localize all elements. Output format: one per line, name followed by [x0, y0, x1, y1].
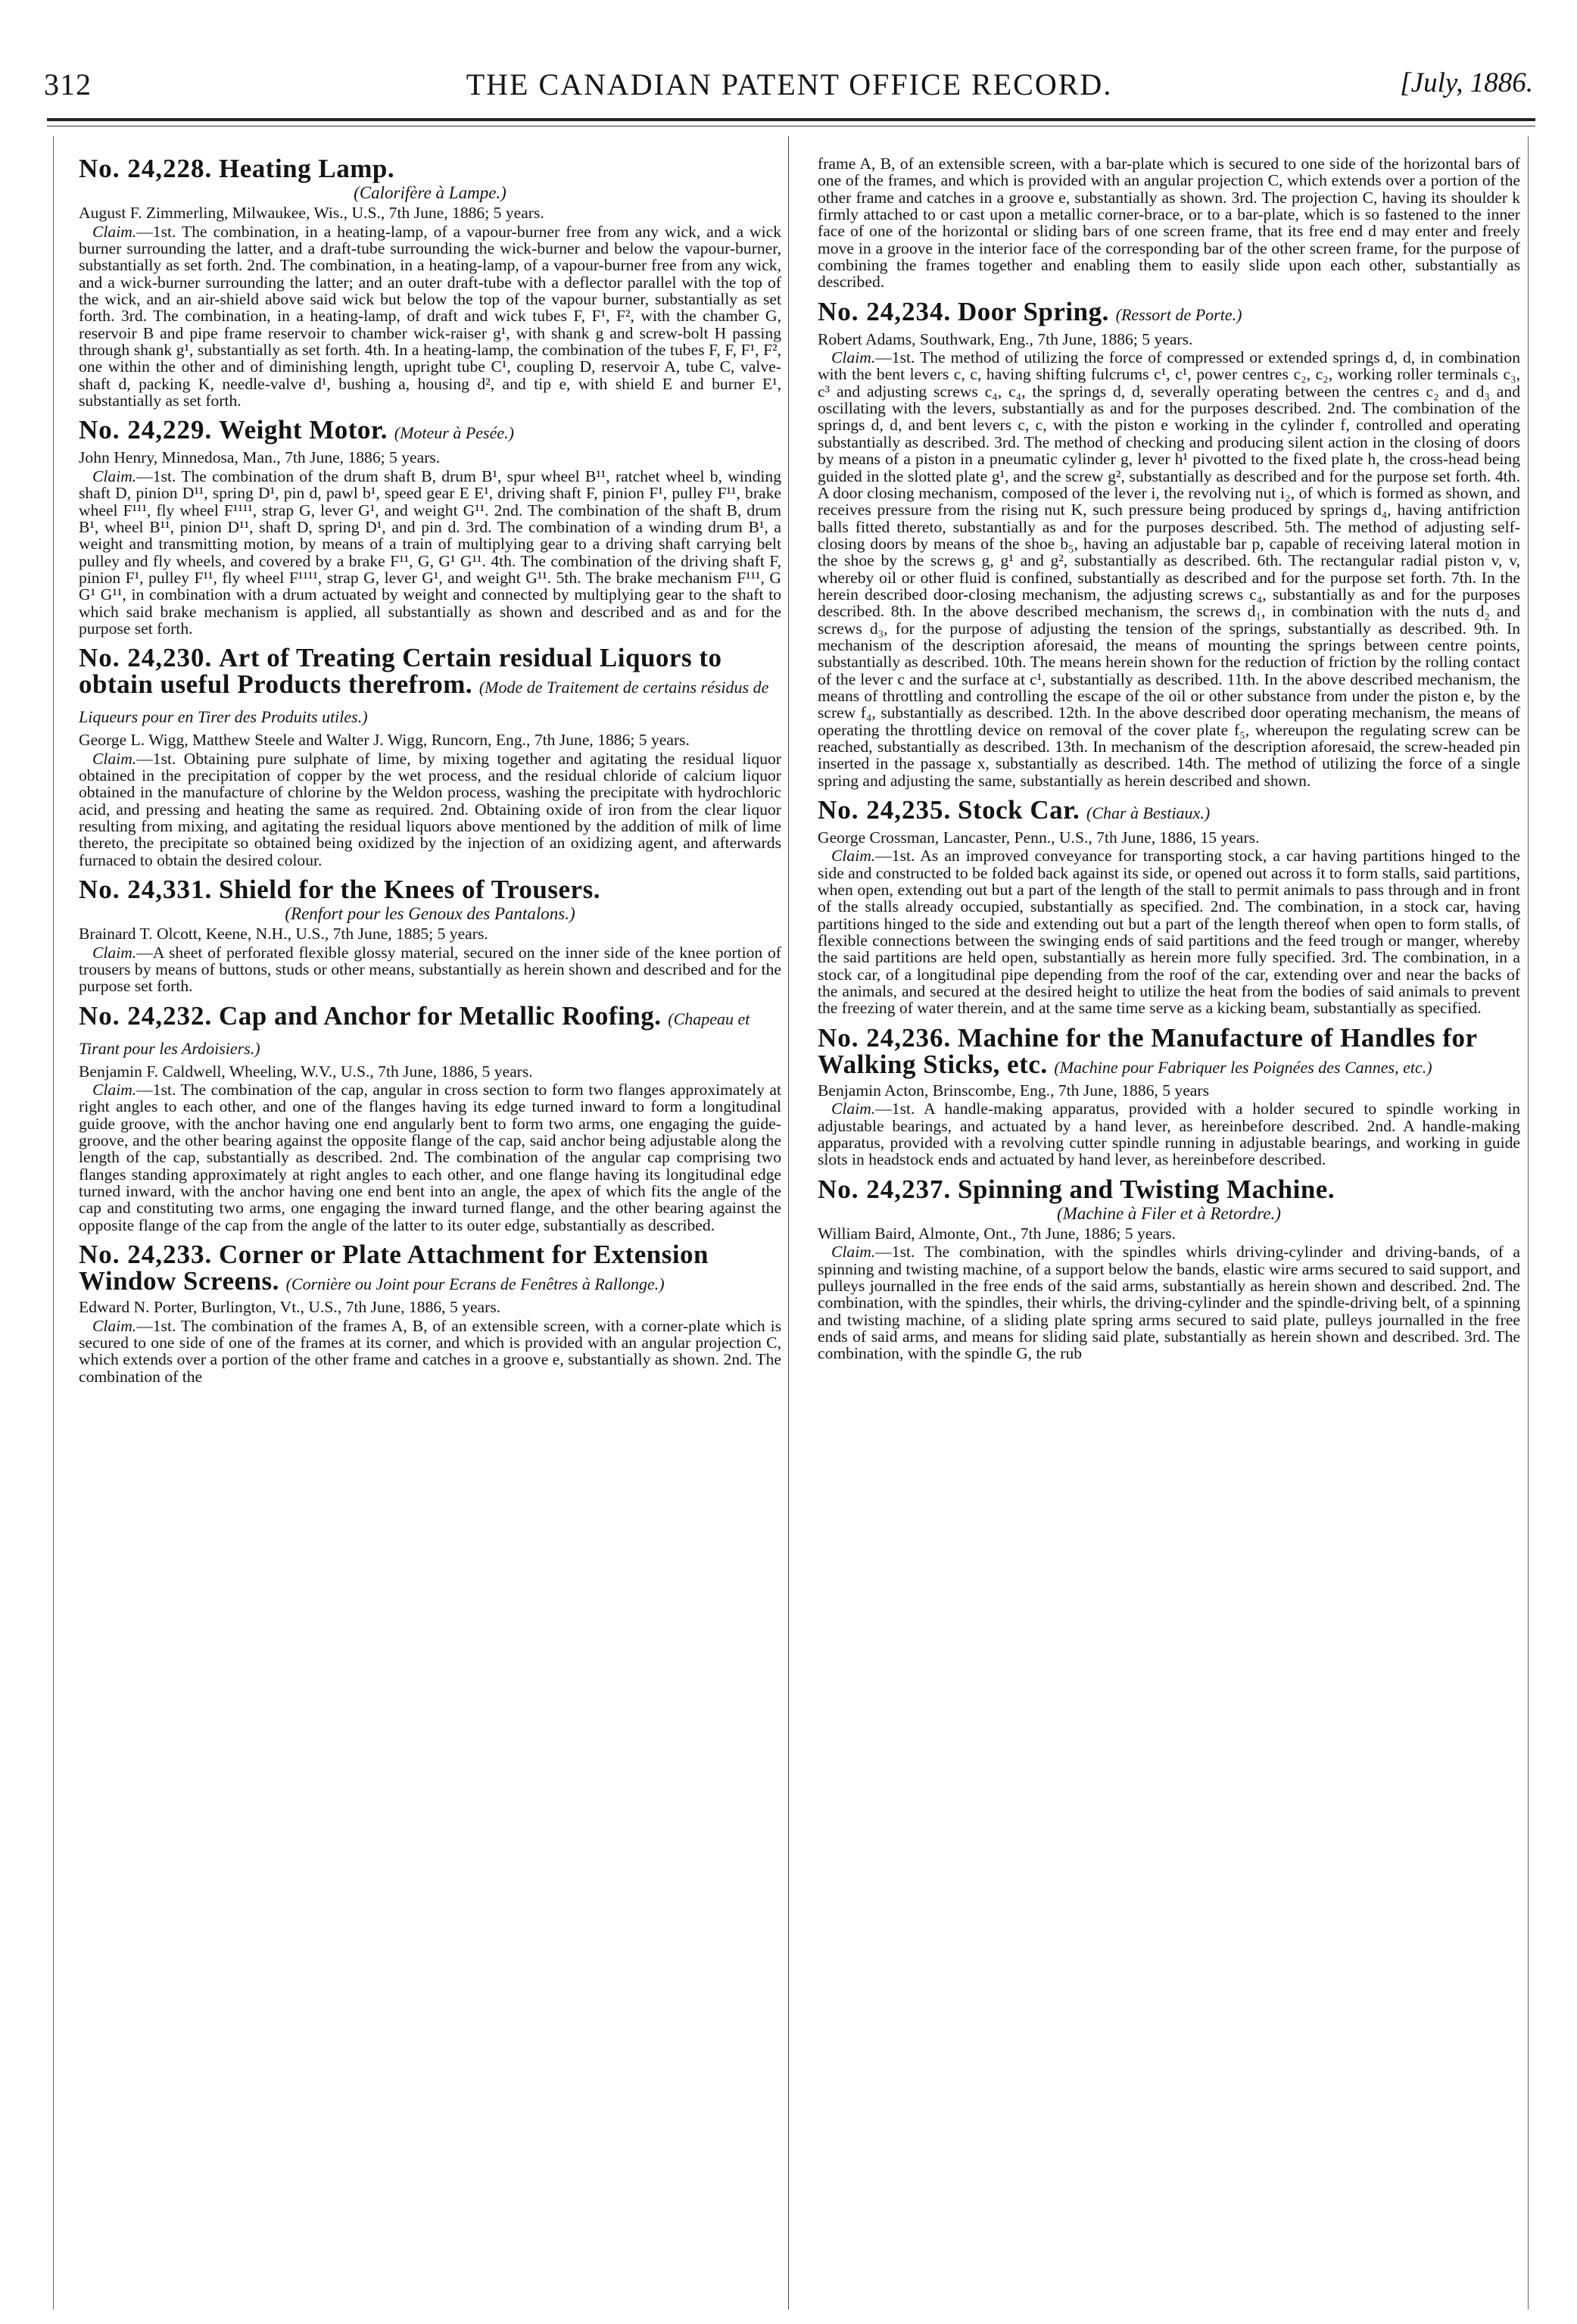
header-rule	[47, 118, 1535, 121]
patent-french-title: (Moteur à Pesée.)	[394, 423, 514, 443]
patent-heading	[818, 1176, 1520, 1203]
patent-claim	[79, 944, 781, 995]
patent-number: No. 24,331.	[79, 875, 213, 904]
patent-inventor: Robert Adams, Southwark, Eng., 7th June, 1886; 5 years.	[818, 329, 1193, 348]
patent-claim	[818, 847, 1520, 1016]
patent-number: No. 24,235.	[818, 795, 952, 825]
patent-heading	[818, 298, 1520, 328]
claim-text: —1st. Obtaining pure sulphate of lime, by mixing together and agitating the residual liquor obtained in the precipitation of copper by the wet process, and the residual chloride of calcium liquor obtained in the manufacture of chlorine by the Weldon process, washing the precipitate with hydrochloric acid, and pressing and heating the same as required. 2nd. Obtaining oxide of iron from the clear liquor resulting from mixing, and agitating the residual liquors above mentioned by the addition of milk of lime thereto, the precipitate so obtained being oxidized by the injection of an oxidizing agent, and afterwards furnaced to obtain the desired colour.	[79, 749, 781, 869]
patent-inventor: John Henry, Minnedosa, Man., 7th June, 1886; 5 years.	[79, 448, 441, 467]
patent-inventor: Benjamin F. Caldwell, Wheeling, W.V., U.S., 7th June, 1886, 5 years.	[79, 1062, 533, 1081]
page-header	[38, 67, 1541, 112]
patent-french-title: (Char à Bestiaux.)	[1086, 803, 1211, 823]
right-column	[818, 155, 1520, 2294]
patent-entry	[818, 298, 1520, 789]
patent-number: No. 24,229.	[79, 415, 213, 445]
patent-number: No. 24,232.	[79, 1000, 213, 1031]
claim-label: Claim.	[92, 1081, 137, 1100]
patent-number: No. 24,233.	[79, 1240, 213, 1270]
patent-claim	[818, 349, 1520, 789]
column-divider	[788, 136, 789, 2310]
patent-entry	[818, 1176, 1520, 1362]
patent-french-title: (Chapeau et Tirant pour les Ardoisiers.)	[79, 1009, 750, 1058]
patent-heading	[79, 155, 781, 182]
patent-french-title: (Machine à Filer et à Retordre.)	[1057, 1203, 1281, 1223]
patent-entry	[79, 155, 781, 409]
patent-title: Art of Treating Certain residual Liquors to obtain useful Products therefrom.	[79, 643, 722, 700]
patent-claim	[79, 1081, 781, 1234]
patent-inventor: George L. Wigg, Matthew Steele and Walter J. Wigg, Runcorn, Eng., 7th June, 1886; 5 years.	[79, 731, 690, 750]
patent-claim	[79, 468, 781, 637]
claim-label: Claim.	[92, 1316, 137, 1335]
patent-number: No. 24,236.	[818, 1022, 952, 1053]
claim-label: Claim.	[92, 749, 137, 768]
claim-label: Claim.	[831, 847, 876, 866]
claim-text: —1st. The combination, in a heating-lamp, of a vapour-burner free from any wick, and a wick burner surrounding the latter, and a draft-tube surrounding the wick-burner and below the vapour-burner, substantially as set forth. 2nd. The combination, in a heating-lamp, of a vapour-burner free from any wick, and a wick-burner surrounding the latter; and an outer draft-tube with a deflector parallel with the top of the wick, and an air-shield above said wick but below the top of the vapour burner, substantially as set forth. 3rd. The combination, in a heating-lamp, of draft and wick tubes F, F¹, F², with the chamber G, reservoir B and pipe frame reservoir to chamber wick-raiser g¹, with shank g and screw-bolt H passing through shank g¹, substantially as set forth. 4th. In a heating-lamp, the combination of the tubes F, F, F¹, F², one within the other and of diminishing length, upright tube C¹, coupling D, reservoir A, tube C, valve-shaft d, packing K, needle-valve d¹, bushing a, housing d², and tip e, with shield E and burner E¹, substantially as set forth.	[79, 222, 781, 410]
patent-french-title: (Mode de Traitement de certains résidus de Liqueurs pour en Tirer des Produits utiles.)	[79, 678, 769, 727]
claim-text: —1st. The method of utilizing the force of compressed or extended springs d, d, in combination with the bent levers c, c, having shifting fulcrums c¹, c¹, power centres c₂, c₂, working roller terminals c₃, c³ and adjusting screws c₄, c₄, the springs d, d, severally operating between the centres c₂ and d₃ and oscillating with the levers, substantially as and for the purposes described. 2nd. The combination of the springs d, d, and bent levers c, c, with the piston e working in the cylinder f, controlled and operating substantially as described. 3rd. The method of checking and producing silent action in the closing of doors by means of a piston in a pneumatic cylinder g, lever h¹ pivotted to the fixed plate h, the cross-head being guided in the slotted plate g¹, and the screw g², substantially as described and for the purpose set forth. 4th. A door closing mechanism, composed of the lever i, the revolving nut i₂, of which is formed as shown, and receives pressure from the rising nut K, such pressure being produced by springs d₄, having antifriction balls fitted thereto, substantially as and for the purposes described. 5th. The method of adjusting self-closing doors by means of the shoe b₅, having an adjustable bar p, capable of receiving lateral motion in the shoe by the screws g, g¹ and g², substantially as described. 6th. The rectangular radial piston v, v, whereby oil or other fluid is confined, substantially as described and for the purpose set forth. 7th. In the herein described door-closing mechanism, the adjusting screws c₄, substantially as and for the purposes described. 8th. In the above described mechanism, the screws d₁, in combination with the nuts d₂ and screws d₃, for the purpose of adjusting the tension of the springs, substantially as described. 9th. In mechanism of the description aforesaid, the means of mounting the springs between centre points, substantially as described. 10th. The means herein shown for the reduction of friction by the rolling contact of the lever c and the surface at c¹, substantially as described. 11th. In the above described mechanism, the means of throttling and controlling the escape of the oil or other substance from under the piston e, by the screw f₄, substantially as described. 12th. In the above described door operating mechanism, the means of operating the throttling device on removal of the cover plate f₅, whereupon the regulating screw can be reached, substantially as described. 13th. In mechanism of the description aforesaid, the screw-headed pin inserted in the passage x, substantially as described. 14th. The method of utilizing the force of a single spring and adjusting the same, substantially as herein described and shown.	[818, 348, 1520, 790]
right-border-rule	[1528, 136, 1529, 2310]
continued-claim-text: frame A, B, of an extensible screen, with a bar-plate which is secured to one side of the horizontal bars of one of the frames, and which is provided with an angular projection C, which extends over a portion of the other frame and catches in a groove e, substantially as shown. 3rd. The projection C, having its shoulder k firmly attached to or cast upon a metallic corner-brace, or to a bar-plate, which is so fastened to the inner face of one of the horizontal or sliding bars of one screen frame, that its free end d may enter and freely move in a groove in the interior face of the corresponding bar of the other screen frame, for the purpose of combining the frames together and enabling them to easily slide upon each other, substantially as described.	[818, 154, 1520, 292]
claim-text: —1st. The combination of the frames A, B, of an extensible screen, with a corner-plate which is secured to one side of one of the frames at its corner, and which is provided with an angular projection C, which extends over a portion of the other frame and catches in a groove e, substantially as shown. 2nd. The combination of the	[79, 1316, 781, 1386]
claim-text: —1st. As an improved conveyance for transporting stock, a car having partitions hinged to the side and constructed to be folded back against its side, or opened out across it to form stalls, said partitions, when open, extending out but a part of the length of the stall to permit animals to pass through and in front of the stalls already occupied, substantially as specified. 2nd. The combination, in a stock car, having partitions hinged to the side and extending out but a part of the length thereof when open to form stalls, of flexible connections between the swinging ends of said partitions and the feed trough or manger, whereby the said partitions are held open, substantially as herein more fully specified. 3rd. The combination, in a stock car, of a longitudinal pipe depending from the roof of the car, extending over and near the backs of the animals, and secured at the desired height to utilize the heat from the bodies of said animals to prevent the freezing of water therein, and at the same time serve as a kicking beam, substantially as specified.	[818, 847, 1520, 1018]
left-column	[79, 155, 781, 2294]
patent-title: Spinning and Twisting Machine.	[958, 1174, 1335, 1204]
claim-text: —A sheet of perforated flexible glossy material, secured on the inner side of the knee portion of trousers by means of buttons, studs or other means, substantially as herein shown and described and for the purpose set forth.	[79, 943, 781, 996]
patent-inventor: Benjamin Acton, Brinscombe, Eng., 7th June, 1886, 5 years	[818, 1081, 1209, 1100]
patent-entry	[79, 876, 781, 995]
patent-claim	[79, 223, 781, 410]
patent-heading	[818, 797, 1520, 826]
patent-inventor: Edward N. Porter, Burlington, Vt., U.S., 7th June, 1886, 5 years.	[79, 1298, 501, 1317]
patent-heading	[818, 1022, 1520, 1081]
patent-number: No. 24,237.	[818, 1174, 952, 1204]
patent-number: No. 24,234.	[818, 296, 952, 326]
patent-entry	[818, 1022, 1520, 1169]
claim-label: Claim.	[92, 222, 137, 241]
page-number: 312	[44, 67, 92, 101]
patent-entry	[79, 644, 781, 869]
patent-inventor: George Crossman, Lancaster, Penn., U.S., 7th June, 1886, 15 years.	[818, 828, 1260, 847]
claim-label: Claim.	[831, 1243, 876, 1262]
patent-entry	[79, 1000, 781, 1234]
patent-title: Weight Motor.	[219, 415, 388, 445]
claim-label: Claim.	[831, 348, 876, 367]
patent-entry	[79, 1241, 781, 1385]
patent-title: Stock Car.	[958, 795, 1080, 825]
claim-text: —1st. A handle-making apparatus, provided with a holder secured to spindle working in adjustable bearings, and actuated by a hand lever, as hereinbefore described. 2nd. A handle-making apparatus, provided with a revolving cutter spindle running in adjustable bearings, and working in guide slots in headstock ends and actuated by hand lever, as hereinbefore described.	[818, 1100, 1520, 1169]
patent-claim	[818, 1100, 1520, 1168]
patent-title: Machine for the Manufacture of Handles for Walking Sticks, etc.	[818, 1022, 1477, 1079]
patent-french-title: (Ressort de Porte.)	[1115, 304, 1242, 324]
publication-title: THE CANADIAN PATENT OFFICE RECORD.	[466, 67, 1113, 101]
patent-title: Cap and Anchor for Metallic Roofing.	[219, 1000, 662, 1031]
patent-french-title: (Renfort pour les Genoux des Pantalons.)	[285, 904, 575, 923]
claim-label: Claim.	[92, 943, 137, 962]
patent-heading	[79, 1241, 781, 1297]
patent-title: Shield for the Knees of Trousers.	[219, 875, 600, 904]
patent-heading	[79, 1000, 781, 1062]
claim-text: —1st. The combination of the cap, angular in cross section to form two flanges approximately at right angles to each other, and one of the flanges having its edge turned inward to form a longitudinal guide groove, with the anchor having one end angularly bent to form two arms, one engaging the guide-groove, and the other bearing against the opposite flange of the cap, said anchor being adjustable along the length of the cap, substantially as described. 2nd. The combination of the angular cap comprising two flanges standing approximately at right angles to each other, and one flange having its longitudinal edge turned inward, with the anchor having one end bent into an angle, the apex of which fits the angle of the cap and constituting two arms, one engaging the inward turned flange, and the other bearing against the opposite flange of the cap from the angle of the latter to its outer edge, substantially as described.	[79, 1081, 781, 1234]
left-border-rule	[53, 136, 54, 2310]
patent-title: Corner or Plate Attachment for Extension Window Screens.	[79, 1240, 709, 1296]
patent-heading	[79, 644, 781, 730]
patent-number: No. 24,228.	[79, 154, 213, 183]
patent-french-title: (Calorifère à Lampe.)	[354, 183, 506, 202]
claim-text: —1st. The combination, with the spindles whirls driving-cylinder and driving-bands, of a spinning and twisting machine, of a support below the bands, elastic wire arms secured to said support, and pulleys journalled in the free ends of the said arms, substantially as herein shown and described. 2nd. The combination, with the spindles, their whirls, the driving-cylinder and the spindle-driving belt, of a spinning and twisting machine, of a sliding plate spring arms secured to said plate, pulleys journalled in the free ends of said arms, and means for sliding said plate, substantially as herein shown and described. 3rd. The combination, with the spindle G, the rub	[818, 1243, 1520, 1363]
patent-heading	[79, 876, 781, 903]
patent-title: Heating Lamp.	[219, 154, 395, 183]
patent-inventor: August F. Zimmerling, Milwaukee, Wis., U.S., 7th June, 1886; 5 years.	[79, 204, 544, 223]
patent-french-title: (Machine pour Fabriquer les Poignées des Cannes, etc.)	[1054, 1057, 1432, 1077]
patent-claim	[79, 1318, 781, 1385]
patent-entry	[79, 416, 781, 637]
patent-claim	[79, 750, 781, 869]
issue-date: [July, 1886.	[1400, 67, 1533, 98]
claim-label: Claim.	[831, 1100, 876, 1118]
patent-inventor: Brainard T. Olcott, Keene, N.H., U.S., 7th June, 1885; 5 years.	[79, 925, 488, 944]
patent-number: No. 24,230.	[79, 643, 213, 673]
patent-title: Door Spring.	[958, 296, 1109, 326]
patent-entry	[818, 797, 1520, 1017]
patent-claim	[818, 1243, 1520, 1362]
claim-label: Claim.	[92, 466, 137, 485]
patent-french-title: (Cornière ou Joint pour Ecrans de Fenêtres à Rallonge.)	[285, 1274, 665, 1294]
claim-text: —1st. The combination of the drum shaft B, drum B¹, spur wheel B¹¹, ratchet wheel b, winding shaft D, pinion D¹¹, spring D¹, pin d, pawl b¹, speed gear E E¹, driving shaft F, pinion F¹, pulley F¹¹, brake wheel F¹¹¹, fly wheel F¹¹¹¹, strap G, lever G¹, and weight G¹¹. 2nd. The combination of the shaft B, drum B¹, wheel B¹¹, pinion D¹¹, shaft D, spring D¹, and pin d. 3rd. The combination of a winding drum B¹, a weight and transmitting motion, by means of a train of multiplying gear to a driving shaft carrying belt pulley and fly wheels, and covered by a brake F¹¹, G, G¹ G¹¹. 4th. The combination of the driving shaft F, pinion F¹, pulley F¹¹, fly wheel F¹¹¹¹, strap G, lever G¹, and weight G¹¹. 5th. The brake mechanism F¹¹¹, G G¹ G¹¹, in combination with a drum actuated by weight and connected by multiplying gear to the shaft to which said brake mechanism is applied, all substantially as shown and described and as and for the purpose set forth.	[79, 466, 781, 638]
patent-heading	[79, 416, 781, 446]
patent-inventor: William Baird, Almonte, Ont., 7th June, 1886; 5 years.	[818, 1224, 1176, 1243]
